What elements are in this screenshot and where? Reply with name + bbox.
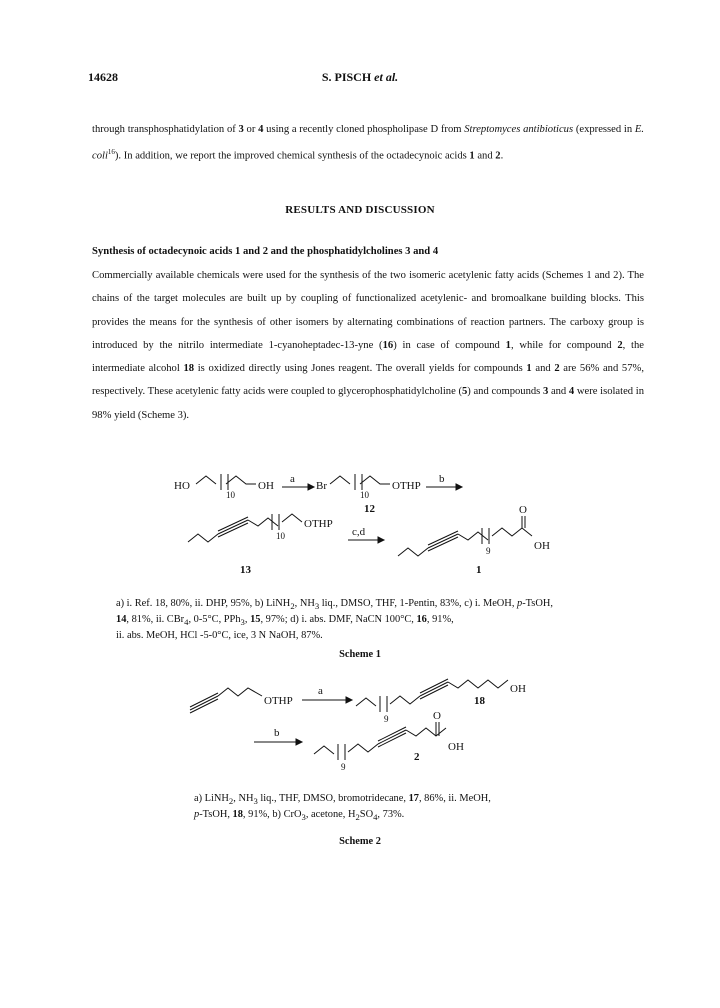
othp-label: OTHP	[264, 695, 293, 707]
triple-bond	[420, 679, 448, 693]
subscript-9: 9	[341, 762, 346, 772]
triple-bond	[428, 534, 458, 548]
triple-bond	[428, 531, 458, 545]
chain-line	[492, 528, 532, 536]
triple-bond	[378, 733, 406, 747]
arrow-head	[296, 739, 302, 745]
scheme-2-caption: a) LiNH$_2$, $NH_3$ liq., THF, DMSO, bromotridecane, 17, 86%, ii. MeOH, p-TsOH, 18, 91%, b) CrO$_3$, acetone, $H_2SO_4$, 73%.	[194, 793, 491, 823]
scheme-1-diagram	[0, 460, 720, 600]
triple-bond	[190, 693, 218, 707]
page-number: 14628	[88, 70, 118, 84]
scheme-1-caption: a) i. Ref. 18, 80%, ii. DHP, 95%, b) LiNH$_2$, $NH_3$ liq., DMSO, THF, 1-Pentin, 83%, c) i. MeOH, p-TsOH, 14, 81%, ii. CBr$_4$, 0-5°C, PPh$_3$, 15, 97%; d) i. abs. DMF, NaCN 100°C, 16, 91%, ii. abs. MeOH, HCl -5-0°C, ice, 3 N NaOH, 87%.	[116, 598, 553, 642]
oh-label: OH	[534, 540, 550, 552]
step-b-label: b	[439, 473, 445, 485]
arrow-head	[346, 697, 352, 703]
running-head: S. PISCH et al.	[321, 70, 399, 84]
arrow-head	[308, 484, 314, 490]
oh-label: OH	[448, 741, 464, 753]
oh-label: OH	[510, 683, 526, 695]
subscript-9: 9	[384, 714, 389, 724]
section-title: RESULTS AND DISCUSSION	[285, 204, 435, 216]
carbonyl-o-label: O	[433, 710, 441, 722]
ho-label: HO	[174, 480, 190, 492]
chain-line	[226, 476, 256, 484]
triple-bond	[378, 730, 406, 744]
chain-line	[458, 532, 488, 540]
chain-line	[282, 514, 302, 522]
chain-line	[406, 728, 446, 736]
compound-18-label: 18	[474, 695, 485, 707]
triple-bond	[190, 696, 218, 710]
chain-line	[448, 680, 508, 688]
arrow-head	[456, 484, 462, 490]
arrow-head	[378, 537, 384, 543]
chain-line	[314, 746, 334, 754]
chain-line	[196, 476, 216, 484]
chain-line	[218, 688, 262, 696]
chain-line	[356, 698, 376, 706]
step-b-label: b	[274, 727, 280, 739]
triple-bond	[218, 520, 248, 534]
step-cd-label: c,d	[352, 526, 366, 538]
triple-bond	[218, 517, 248, 531]
subsection-heading: Synthesis of octadecynoic acids 1 and 2 and the phosphatidylcholines 3 and 4	[92, 246, 439, 257]
subscript-10: 10	[360, 490, 369, 500]
chain-line	[390, 696, 420, 704]
chain-line	[348, 744, 378, 752]
chain-line	[398, 548, 428, 556]
scheme-2-label: Scheme 2	[339, 836, 381, 847]
step-a-label: a	[318, 685, 323, 697]
oh-label: OH	[258, 480, 274, 492]
body-paragraph: Commercially available chemicals were used for the synthesis of the two isomeric acetylenic fatty acids (Schemes 1 and 2). The chains of the target molecules are built up by coupling of functionalized acetylenic- and bromoalkane building blocks. This provides the means for the synthesis of other isomers by alternating combinations of reaction partners. The carboxy group is introduced by the nitrilo intermediate 1-cyanoheptadec-13-yne (16) in case of compound 1, while for compound 2, the intermediate alcohol 18 is oxidized directly using Jones reagent. The overall yields for compounds 1 and 2 are 56% and 57%, respectively. These acetylenic fatty acids were coupled to glycerophosphatidylcholine (5) and compounds 3 and 4 were isolated in 98% yield (Scheme 3).	[92, 270, 645, 421]
chain-line	[188, 534, 218, 542]
carbonyl-o-label: O	[519, 504, 527, 516]
chain-line	[360, 476, 390, 484]
chain-line	[330, 476, 350, 484]
triple-bond	[378, 727, 406, 741]
scheme-2-diagram	[0, 668, 720, 788]
step-a-label: a	[290, 473, 295, 485]
scheme-1-label: Scheme 1	[339, 649, 381, 660]
triple-bond	[420, 685, 448, 699]
intro-paragraph: through transphosphatidylation of 3 or 4 using a recently cloned phospholipase D from Streptomyces antibioticus (expressed in E. coli$^{16}$). In addition, we report the improved chemical synthesis of the octadecynoic acids 1 and 2.	[92, 124, 644, 162]
othp-label: OTHP	[392, 480, 421, 492]
triple-bond	[428, 537, 458, 551]
triple-bond	[218, 523, 248, 537]
subscript-10: 10	[276, 531, 285, 541]
othp-label: OTHP	[304, 518, 333, 530]
compound-13-label: 13	[240, 564, 251, 576]
compound-2-label: 2	[414, 751, 420, 763]
br-label: Br	[316, 480, 327, 492]
chain-line	[248, 518, 278, 526]
triple-bond	[420, 682, 448, 696]
subscript-10: 10	[226, 490, 235, 500]
compound-12-label: 12	[364, 503, 375, 515]
subscript-9: 9	[486, 546, 491, 556]
triple-bond	[190, 699, 218, 713]
compound-1-label: 1	[476, 564, 482, 576]
